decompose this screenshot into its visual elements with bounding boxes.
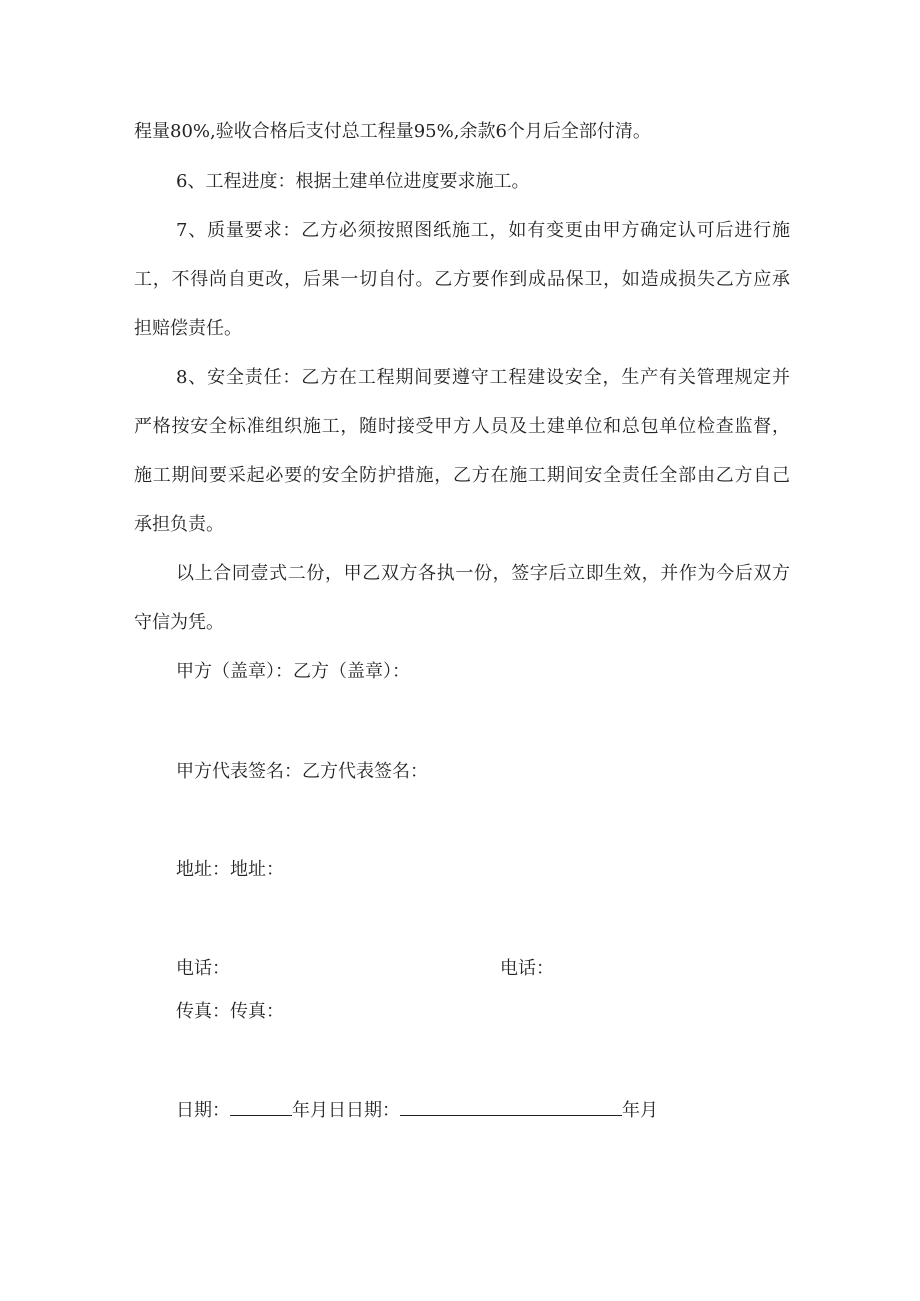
paragraph-line: 严格按安全标准组织施工，随时接受甲方人员及土建单位和总包单位检查监督， <box>134 416 790 437</box>
paragraph-line: 7、质量要求：乙方必须按照图纸施工，如有变更由甲方确定认可后进行施 <box>176 220 790 241</box>
date-middle-text: 年月日日期： <box>292 1100 400 1121</box>
address-line: 地址：地址： <box>176 859 284 880</box>
paragraph-line: 担赔偿责任。 <box>134 318 242 339</box>
paragraph-line: 工，不得尚自更改，后果一切自付。乙方要作到成品保卫，如造成损失乙方应承 <box>134 269 790 290</box>
seal-line: 甲方（盖章）：乙方（盖章）： <box>176 661 410 682</box>
fax-line: 传真：传真： <box>176 1001 284 1022</box>
paragraph-line: 以上合同壹式二份，甲乙双方各执一份，签字后立即生效，并作为今后双方 <box>176 563 790 584</box>
representative-signature-line: 甲方代表签名：乙方代表签名： <box>176 761 428 782</box>
date-line <box>176 1097 658 1123</box>
phone-label-party-a: 电话： <box>176 958 230 979</box>
paragraph-line: 守信为凭。 <box>134 612 224 633</box>
paragraph-line: 承担负责。 <box>134 514 224 535</box>
paragraph-schedule: 6、工程进度：根据土建单位进度要求施工。 <box>176 171 530 192</box>
paragraph-payment-cont: 程量80%,验收合格后支付总工程量95%,余款6个月后全部付清。 <box>134 121 651 142</box>
paragraph-line: 施工期间要采起必要的安全防护措施，乙方在施工期间安全责任全部由乙方自己 <box>134 465 790 486</box>
date-label-party-a: 日期： <box>176 1100 230 1121</box>
paragraph-line: 8、安全责任：乙方在工程期间要遵守工程建设安全，生产有关管理规定并 <box>176 367 790 388</box>
phone-label-party-b: 电话： <box>500 958 554 979</box>
date-end-text: 年月 <box>622 1100 658 1121</box>
date-blank-party-a <box>230 1097 292 1116</box>
date-blank-party-b <box>400 1097 622 1116</box>
